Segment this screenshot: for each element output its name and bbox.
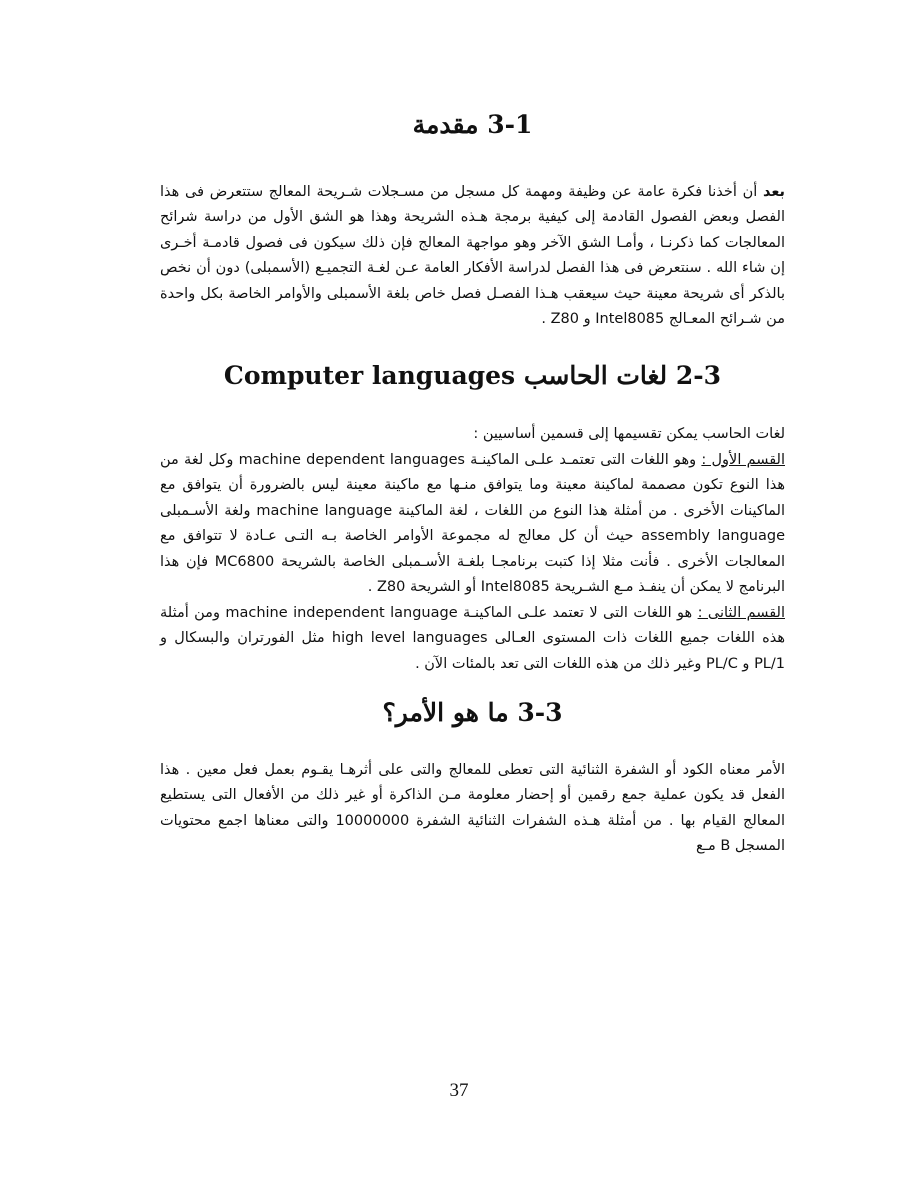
section-1-lead-word: بعد [762,183,785,200]
part-2-label: القسم الثانى : [697,604,785,621]
section-3-heading: 3-3 ما هو الأمر؟ [382,698,563,727]
section-1-text: أن أخذنا فكرة عامة عن وظيفة ومهمة كل مسجل من مسـجلات شـريحة المعالج ستتعرض فى هذا الفصل وبعض الفصول القادمة إلى كيفية برمجة هـذه الشريحة وهذا هو الشق الأول من دراسة شرائح المعالجات كما ذكرنـا ، وأمـا الشق الآخر وهو مواجهة المعالج فإن ذلك سيكون فى فصول قادمـة أخـرى إن شاء الله . سنتعرض فى هذا الفصل لدراسة الأفكار العامة عـن لغـة التجميـع (الأسمبلى) دون أن نخص بالذكر أى شريحة معينة حيث سيعقب هـذا الفصـل فصل خاص بلغة الأسمبلى والأوامر الخاصة بكل واحدة من شـرائح المعـالج Intel8085 و Z80 . [160,183,785,327]
section-1-paragraph [160,180,785,333]
part-2-text: هو اللغات التى لا تعتمد علـى الماكينـة machine independent language ومن أمثلة هذه اللغات جميع اللغات ذات المستوى العـالى high level languages مثل الفورتران والبسكال و PL/1 و PL/C وغير ذلك من هذه اللغات التى تعد بالمئات الآن . [160,604,785,672]
part-1-label: القسم الأول : [701,451,785,468]
page-content [160,95,785,860]
section-2-heading: 2-3 لغات الحاسب Computer languages [223,360,722,390]
section-2-part-2 [160,601,785,678]
section-2-part-1 [160,448,785,601]
section-2-intro: لغات الحاسب يمكن تقسيمها إلى قسمين أساسيين : [473,426,785,442]
section-1-heading: 3-1 مقدمة [412,110,533,139]
section-3-paragraph: الأمر معناه الكود أو الشفرة الثنائية التى تعطى للمعالج والتى على أثرهـا يقـوم بعمل فعل معين . هذا الفعل قد يكون عملية جمع رقمين أو إحضار معلومة مـن الذاكرة أو غير ذلك من الأفعال التى يستطيع المعالج القيام بها . من أمثلة هـذه الشفرات الثنائية الشفرة 10000000 والتى معناها اجمع محتويات المسجل B مـع [160,761,786,854]
page-number: 37 [449,1080,469,1101]
part-1-text: وهو اللغات التى تعتمـد علـى الماكينـة machine dependent languages وكل لغة من هذا النوع تكون مصممة لماكينة معينة وما يتوافق منـها مع ماكينة معينة ليس بالضرورة أن يتوافق مع الماكينات الأخرى . من أمثلة هذا النوع من اللغات ، لغة الماكينة machine language ولغة الأسـمبلى assembly language حيث أن كل معالج له مجموعة الأوامر الخاصة بـه التـى عـادة لا تتوافق مع المعالجات الأخرى . فأنت مثلا إذا كتبت برنامجـا بلغـة الأسـمبلى الخاصة بالشريحة MC6800 فإن هذا البرنامج لا يمكن أن ينفـذ مـع الشـريحة Intel8085 أو الشريحة Z80 . [160,451,786,595]
